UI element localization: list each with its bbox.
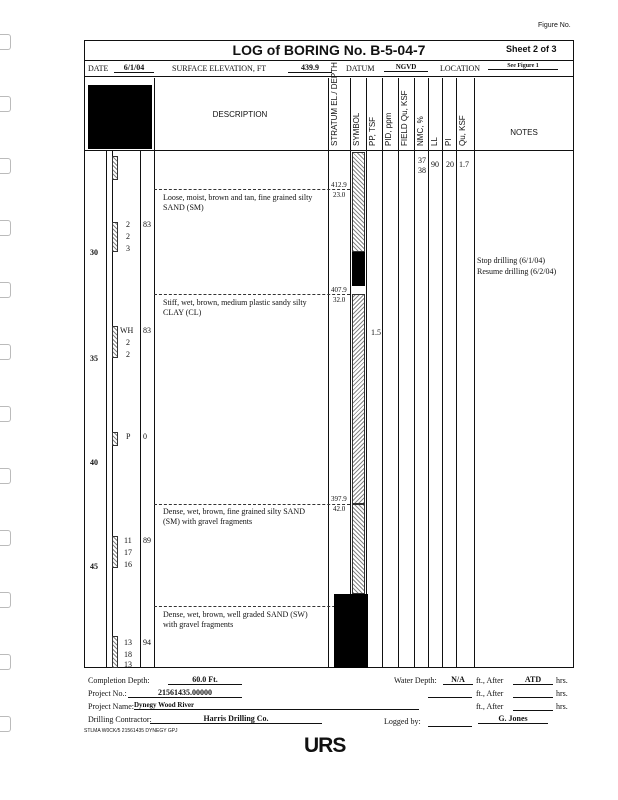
hrs-label: hrs. bbox=[556, 689, 568, 698]
sheet-number: Sheet 2 of 3 bbox=[506, 44, 557, 54]
project-no-value: 21561435.00000 bbox=[128, 688, 242, 698]
sample-interval bbox=[112, 156, 118, 180]
sample-interval bbox=[112, 636, 118, 668]
hrs-label: hrs. bbox=[556, 702, 568, 711]
field-qu-header: FIELD Qu, KSF bbox=[400, 90, 409, 146]
blow-count: 2 bbox=[126, 232, 130, 241]
qu-value: 1.7 bbox=[459, 160, 469, 169]
blow-count: 17 bbox=[124, 548, 132, 557]
stratum-depth: 42.0 bbox=[333, 505, 346, 513]
stratum-description: Dense, wet, brown, well graded SAND (SW) with gravel fragments bbox=[163, 610, 308, 629]
stratum-depth: 23.0 bbox=[333, 191, 346, 199]
note-stop-drilling: Stop drilling (6/1/04) bbox=[477, 256, 545, 265]
pp-header: PP, TSF bbox=[368, 116, 377, 146]
stratum-description: Dense, wet, brown, fine grained silty SAND (SM) with gravel fragments bbox=[163, 507, 305, 526]
completion-depth-label: Completion Depth: bbox=[88, 676, 150, 685]
figure-label: Figure No. bbox=[538, 22, 571, 29]
nmc-value: 38 bbox=[418, 166, 426, 175]
sample-interval bbox=[112, 222, 118, 252]
blow-count: 2 bbox=[126, 350, 130, 359]
project-name-value: Dynegy Wood River bbox=[134, 701, 419, 710]
notes-header: NOTES bbox=[510, 128, 538, 137]
qu-header: Qu, KSF bbox=[458, 115, 467, 146]
sample-interval bbox=[112, 326, 118, 358]
logged-by-label: Logged by: bbox=[384, 717, 421, 726]
symbol-silty-sand bbox=[352, 152, 365, 252]
sample-interval bbox=[112, 432, 118, 446]
project-name-label: Project Name: bbox=[88, 702, 134, 711]
symbol-clay bbox=[352, 294, 365, 504]
symbol-header: SYMBOL bbox=[352, 112, 361, 146]
location-label: LOCATION bbox=[440, 64, 480, 73]
log-title: LOG of BORING No. B-5-04-7 bbox=[232, 42, 426, 58]
hrs-label: hrs. bbox=[556, 676, 568, 685]
note-resume-drilling: Resume drilling (6/2/04) bbox=[477, 267, 557, 276]
stratum-elevation: 407.9 bbox=[331, 286, 347, 294]
redacted-graphic-block bbox=[88, 85, 152, 149]
contractor-value: Harris Drilling Co. bbox=[150, 714, 322, 724]
date-value: 6/1/04 bbox=[114, 63, 154, 73]
blow-count: 11 bbox=[124, 536, 132, 545]
symbol-silty-sand-gravel bbox=[352, 504, 365, 594]
contractor-label: Drilling Contractor: bbox=[88, 715, 152, 724]
stratum-depth: 32.0 bbox=[333, 296, 346, 304]
depth-45: 45 bbox=[90, 562, 98, 571]
depth-40: 40 bbox=[90, 458, 98, 467]
recovery-value: 89 bbox=[143, 536, 151, 545]
pi-header: PI bbox=[444, 138, 453, 146]
water-depth-label: Water Depth: bbox=[394, 676, 437, 685]
atd-value: ATD bbox=[513, 675, 553, 685]
pp-value: 1.5 bbox=[371, 328, 381, 337]
blow-count: P bbox=[126, 432, 131, 441]
ll-value: 90 bbox=[431, 160, 439, 169]
pid-header: PID, ppm bbox=[384, 112, 393, 146]
symbol-no-recovery bbox=[352, 252, 365, 286]
urs-logo: URS bbox=[304, 734, 346, 757]
recovery-value: 94 bbox=[143, 638, 151, 647]
ft-after-label: ft., After bbox=[476, 689, 504, 698]
blow-count: 13 bbox=[124, 660, 132, 669]
logged-by-value: G. Jones bbox=[478, 714, 548, 724]
blow-count: WH bbox=[120, 326, 134, 335]
symbol-well-graded-sand bbox=[334, 594, 368, 668]
file-path: STLMA W0CK/5 21561435 DYNEGY GPJ bbox=[84, 728, 178, 734]
location-value: See Figure 1 bbox=[488, 63, 558, 70]
ll-header: LL bbox=[430, 137, 439, 146]
surface-elevation-label: SURFACE ELEVATION, FT bbox=[172, 64, 267, 73]
ft-after-label: ft., After bbox=[476, 676, 504, 685]
blow-count: 2 bbox=[126, 220, 130, 229]
blow-count: 13 bbox=[124, 638, 132, 647]
datum-label: DATUM bbox=[346, 64, 375, 73]
stratum-description: Loose, moist, brown and tan, fine grained silty SAND (SM) bbox=[163, 193, 313, 212]
surface-elevation-value: 439.9 bbox=[288, 63, 332, 73]
ft-after-label: ft., After bbox=[476, 702, 504, 711]
datum-value: NGVD bbox=[384, 63, 428, 72]
blow-count: 3 bbox=[126, 244, 130, 253]
recovery-value: 0 bbox=[143, 432, 147, 441]
blow-count: 16 bbox=[124, 560, 132, 569]
depth-35: 35 bbox=[90, 354, 98, 363]
stratum-elevation: 397.9 bbox=[331, 495, 347, 503]
stratum-header: STRATUM EL./ DEPTH bbox=[330, 62, 339, 146]
pi-value: 20 bbox=[446, 160, 454, 169]
nmc-header: NMC, % bbox=[416, 116, 425, 146]
blow-count: 18 bbox=[124, 650, 132, 659]
recovery-value: 83 bbox=[143, 326, 151, 335]
completion-depth-value: 60.0 Ft. bbox=[168, 675, 242, 685]
recovery-value: 83 bbox=[143, 220, 151, 229]
stratum-elevation: 412.9 bbox=[331, 181, 347, 189]
blow-count: 2 bbox=[126, 338, 130, 347]
date-label: DATE bbox=[88, 64, 109, 73]
nmc-value: 37 bbox=[418, 156, 426, 165]
sample-interval bbox=[112, 536, 118, 568]
description-header: DESCRIPTION bbox=[212, 110, 268, 119]
stratum-description: Stiff, wet, brown, medium plastic sandy silty CLAY (CL) bbox=[163, 298, 307, 317]
depth-30: 30 bbox=[90, 248, 98, 257]
project-no-label: Project No.: bbox=[88, 689, 127, 698]
water-depth-value: N/A bbox=[443, 675, 473, 685]
